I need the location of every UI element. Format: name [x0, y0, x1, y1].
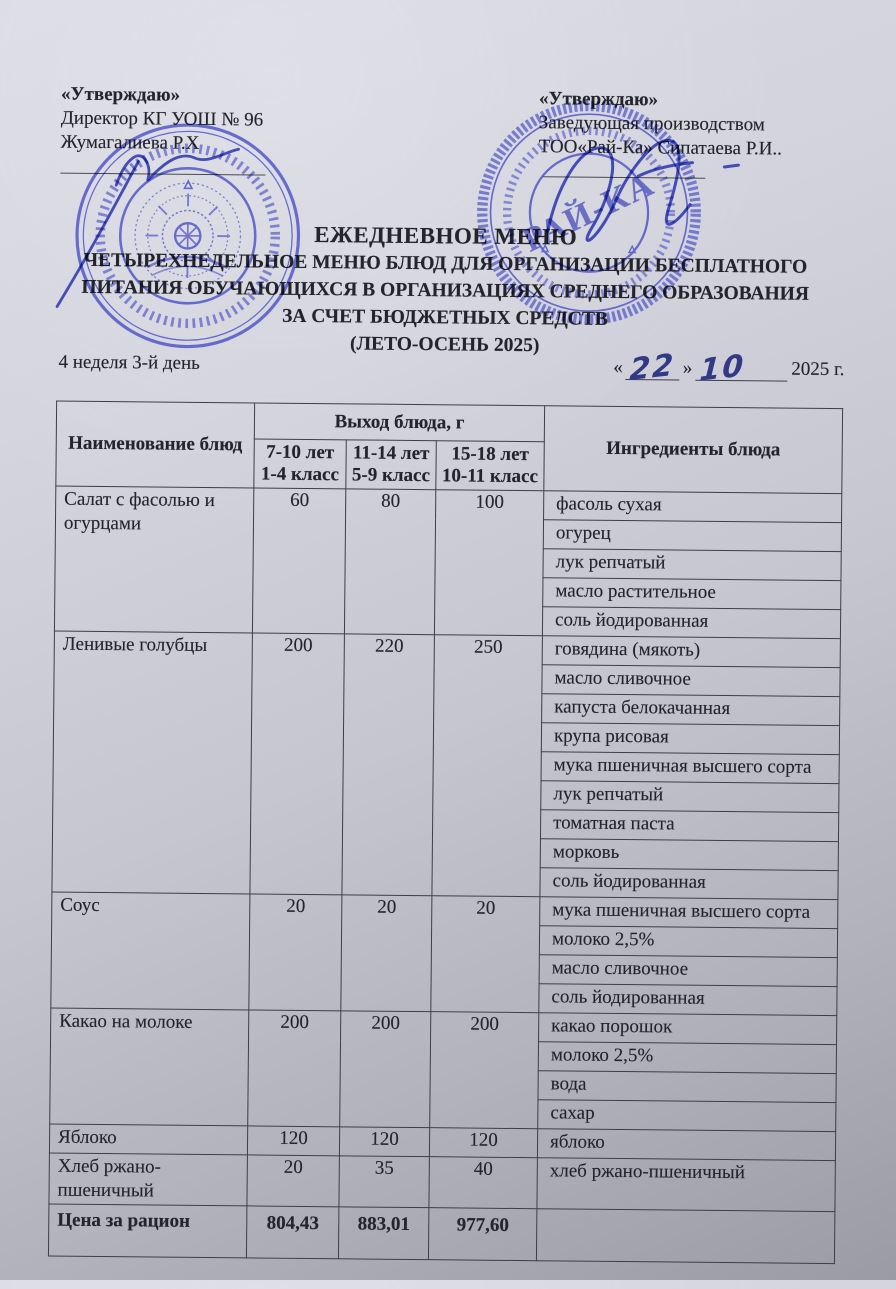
dish-name-cell: Какао на молоке: [50, 1008, 249, 1126]
ingredient-cell: соль йодированная: [540, 868, 838, 900]
dish-name-cell: Салат с фасолью и огурцами: [54, 486, 253, 633]
date-month-blank: [695, 356, 787, 382]
dish-name-cell: Хлеб ржано-пшеничный: [49, 1153, 247, 1206]
ingredient-cell: яблоко: [537, 1129, 835, 1161]
title-line-1: ЕЖЕДНЕВНОЕ МЕНЮ: [46, 218, 846, 254]
title-line-4: ЗА СЧЕТ БЮДЖЕТНЫХ СРЕДСТВ: [45, 300, 845, 335]
price-value-cell: 977,60: [428, 1208, 537, 1261]
header-dish: Наименование блюд: [56, 401, 255, 488]
stamp-company-text: РАЙ-КА: [517, 166, 660, 260]
portion-cell: 20: [247, 1155, 339, 1207]
title-line-3: ПИТАНИЯ ОБУЧАЮЩИХСЯ В ОРГАНИЗАЦИЯХ СРЕДНЕГО ОБРАЗОВАНИЯ: [45, 273, 845, 308]
ingredient-cell: масло сливочное: [542, 665, 840, 697]
age-2-years: 11-14 лет: [351, 442, 432, 465]
rai-ka-round-stamp-right: [474, 98, 704, 328]
ingredient-cell: фасоль сухая: [544, 491, 842, 523]
portion-cell: 200: [430, 1012, 539, 1129]
portion-cell: 35: [339, 1156, 429, 1208]
portion-cell: 200: [340, 1011, 431, 1128]
ingredient-cell: молоко 2,5%: [538, 1042, 836, 1074]
date-day-blank: [626, 355, 680, 381]
portion-cell: 250: [432, 635, 543, 897]
approval-left-title: «Утверждаю»: [61, 83, 391, 110]
ingredient-cell: какао порошок: [539, 1013, 837, 1045]
ingredient-cell: масло растительное: [543, 578, 841, 610]
portion-cell: 80: [344, 489, 435, 635]
header-ingredients: Ингредиенты блюда: [544, 406, 843, 494]
age-1-years: 7-10 лет: [259, 442, 342, 465]
ingredient-cell: сахар: [538, 1100, 836, 1132]
table-row: [56, 486, 842, 523]
header-age-2: [346, 440, 436, 490]
ingredient-cell: морковь: [540, 839, 838, 871]
official-round-stamp-left: [71, 119, 305, 353]
portion-cell: 120: [247, 1126, 339, 1156]
close-quote: »: [680, 358, 696, 381]
approval-right-title: «Утверждаю»: [539, 87, 869, 114]
portion-cell: 40: [429, 1157, 538, 1209]
header-age-1: [254, 439, 346, 489]
handwritten-month: 10: [698, 348, 746, 389]
portion-cell: 220: [342, 634, 435, 896]
open-quote: «: [610, 357, 626, 380]
portion-cell: 20: [249, 894, 342, 1011]
ingredient-cell: хлеб ржано-пшеничный: [537, 1158, 835, 1212]
portion-cell: 20: [341, 895, 432, 1012]
ingredient-cell: соль йодированная: [542, 607, 840, 639]
portion-cell: 120: [429, 1128, 537, 1158]
ingredient-cell: вода: [538, 1071, 836, 1103]
approval-left-role: Директор КГ УОШ № 96: [61, 107, 391, 134]
ingredient-cell: масло сливочное: [539, 955, 837, 987]
ingredient-cell: молоко 2,5%: [539, 926, 837, 958]
price-row: [48, 1204, 834, 1264]
ingredient-cell: мука пшеничная высшего сорта: [540, 897, 838, 929]
price-value-cell: 883,01: [338, 1207, 428, 1260]
portion-cell: 60: [252, 488, 345, 634]
handwritten-day: 22: [629, 347, 677, 388]
ingredient-cell: томатная паста: [541, 810, 839, 842]
ingredient-cell: огурец: [543, 520, 841, 552]
ingredient-cell: крупа рисовая: [541, 723, 839, 755]
age-3-years: 15-18 лет: [441, 443, 540, 466]
approval-left-name: Жумагалиева Р.Х: [61, 131, 391, 158]
age-3-grade: 10-11 класс: [440, 465, 539, 488]
price-label-cell: Цена за рацион: [48, 1204, 246, 1258]
age-2-grade: 5-9 класс: [350, 464, 431, 487]
age-1-grade: 1-4 класс: [258, 464, 341, 487]
approval-right-name: ТОО«Рай-Ка» Сипатаева Р.И..: [538, 135, 868, 162]
week-day-label: 4 неделя 3-й день: [58, 352, 200, 375]
portion-cell: 200: [248, 1010, 341, 1127]
table-row: [49, 1153, 835, 1212]
portion-cell: 200: [250, 633, 345, 895]
title-line-2: ЧЕТЫРЕХНЕДЕЛЬНОЕ МЕНЮ БЛЮД ДЛЯ ОРГАНИЗАЦИИ БЕСПЛАТНОГО: [45, 246, 845, 281]
menu-table: [48, 401, 843, 1265]
ingredient-cell: лук репчатый: [541, 781, 839, 813]
table-row: [54, 631, 840, 668]
ingredient-cell: говядина (мякоть): [542, 636, 840, 668]
approval-right-role: Заведующая производством: [539, 111, 869, 138]
table-row: [51, 1008, 837, 1045]
dish-name-cell: Ленивые голубцы: [52, 631, 252, 894]
ingredient-cell: лук репчатый: [543, 549, 841, 581]
ingredient-cell: соль йодированная: [539, 984, 837, 1016]
ingredient-cell: капуста белокачанная: [542, 694, 840, 726]
portion-cell: 20: [431, 896, 540, 1013]
dish-name-cell: Соус: [51, 892, 250, 1010]
table-row: [52, 892, 838, 929]
dish-name-cell: Яблоко: [49, 1124, 247, 1155]
header-output: Выход блюда, г: [254, 403, 544, 442]
portion-cell: 100: [434, 490, 543, 636]
title-line-5: (ЛЕТО-ОСЕНЬ 2025): [45, 327, 845, 362]
date-year: 2025 г.: [787, 359, 844, 383]
date-fill: [610, 355, 844, 382]
ingredient-cell: мука пшеничная высшего сорта: [541, 752, 839, 784]
price-empty-cell: [536, 1209, 834, 1264]
portion-cell: 120: [339, 1127, 429, 1157]
header-age-3: [436, 441, 544, 491]
price-value-cell: 804,43: [246, 1206, 338, 1259]
